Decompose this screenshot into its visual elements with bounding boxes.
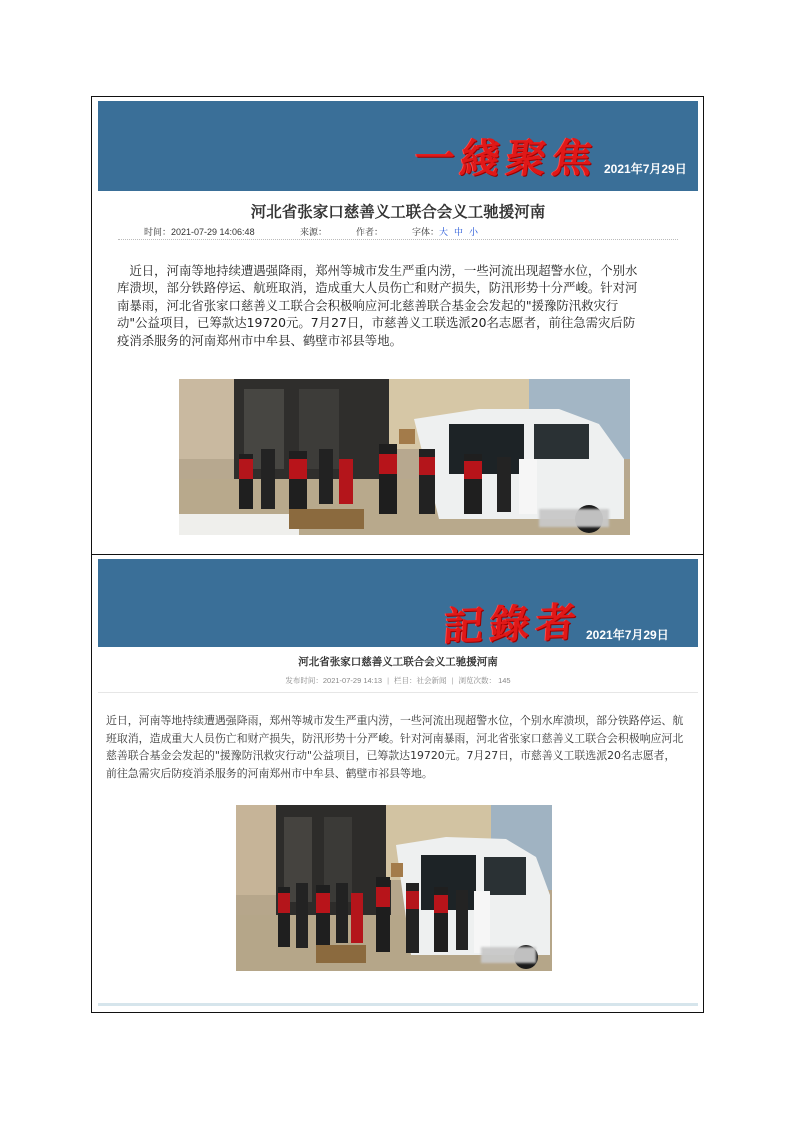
font-size-label: 字体： — [412, 227, 440, 237]
article-1-body — [117, 262, 641, 349]
article-1-photo — [179, 379, 630, 535]
blurred-watermark — [481, 947, 536, 963]
article-2-rule — [98, 692, 698, 693]
banner-1 — [98, 101, 698, 191]
font-size-large-link[interactable]: 大 — [439, 227, 449, 237]
article-1-body-text: 近日，河南等地持续遭遇强降雨，郑州等城市发生严重内涝，一些河流出现超警水位，个别水库溃坝，部分铁路停运、航班取消，造成重大人员伤亡和财产损失，防汛形势十分严峻。针对河南暴雨，河北省张家口慈善义工联合会积极响应河北慈善联合基金会发起的"援豫防汛救灾行动"公益项目，已筹款达19720元。7月27日，市慈善义工联选派20名志愿者，前往急需灾后防疫消杀服务的河南郑州市中牟县、鹤壁市祁县等地。 — [117, 263, 638, 348]
article-2-meta — [98, 675, 698, 686]
article-1-font-size — [412, 225, 484, 238]
article-1-author: 作者： — [356, 227, 384, 237]
article-2-views: 浏览次数： 145 — [458, 676, 511, 685]
article-2-published: 发布时间：2021-07-29 14:13 — [285, 676, 383, 685]
blurred-watermark — [539, 509, 609, 527]
banner-1-date: 2021年7月29日 — [604, 162, 687, 176]
meta-separator: | — [451, 676, 454, 685]
article-1-source: 来源： — [300, 227, 328, 237]
meta-separator: | — [387, 676, 390, 685]
article-2-headline: 河北省张家口慈善义工联合会义工驰援河南 — [298, 656, 498, 668]
banner-2-title: 記錄者 — [441, 598, 584, 651]
banner-1-title: 一綫聚焦 — [411, 135, 602, 182]
article-2-footer-rule — [98, 1003, 698, 1006]
article-2-photo — [236, 805, 552, 971]
clipping-divider — [91, 554, 704, 555]
banner-2-date: 2021年7月29日 — [586, 628, 669, 642]
article-2-column: 栏目：社会新闻 — [394, 676, 447, 685]
article-2-body: 近日，河南等地持续遭遇强降雨，郑州等城市发生严重内涝，一些河流出现超警水位，个别水库溃坝，部分铁路停运、航班取消，造成重大人员伤亡和财产损失，防汛形势十分严峻。针对河南暴雨，河北省张家口慈善义工联合会积极响应河北慈善联合基金会发起的"援豫防汛救灾行动"公益项目，已筹款达19720元。7月27日，市慈善义工联选派20名志愿者，前往急需灾后防疫消杀服务的河南郑州市中牟县、鹤壁市祁县等地。 — [106, 714, 684, 780]
article-1-meta — [118, 223, 678, 240]
article-1-headline: 河北省张家口慈善义工联合会义工驰援河南 — [250, 203, 546, 221]
font-size-medium-link[interactable]: 中 — [454, 227, 464, 237]
font-size-small-link[interactable]: 小 — [469, 227, 479, 237]
article-1-time: 时间：2021-07-29 14:06:48 — [144, 227, 255, 237]
